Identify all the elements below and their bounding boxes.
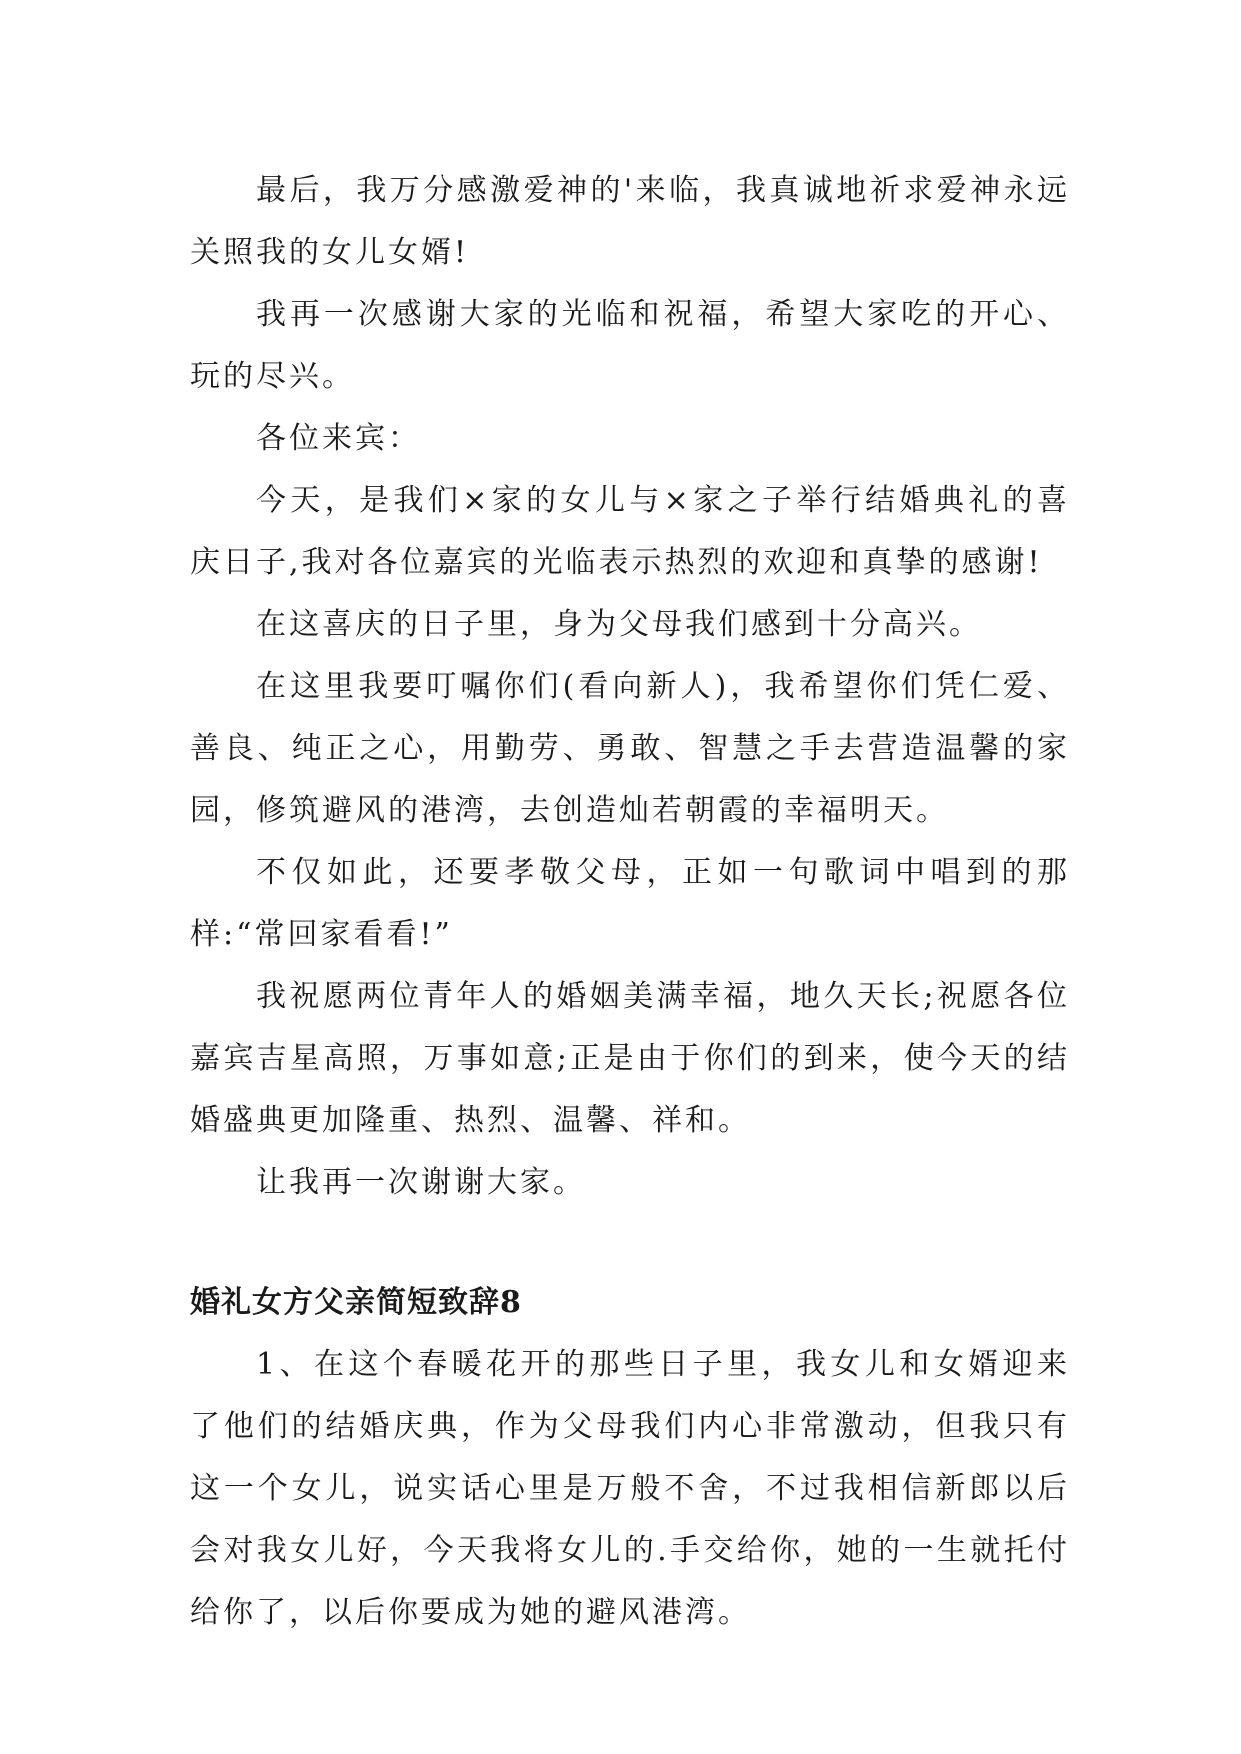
paragraph: 我再一次感谢大家的光临和祝福，希望大家吃的开心、玩的尽兴。 <box>190 297 1070 394</box>
document-page <box>190 160 1070 1644</box>
paragraph: 在这喜庆的日子里，身为父母我们感到十分高兴。 <box>256 607 982 642</box>
paragraph: 1、在这个春暖花开的那些日子里，我女儿和女婿迎来了他们的结婚庆典，作为父母我们内心非常激动，但我只有这一个女儿，说实话心里是万般不舍，不过我相信新郎以后会对我女儿好，今天我将女儿的.手交给你，她的一生就托付给你了，以后你要成为她的避风港湾。 <box>190 1347 1070 1630</box>
paragraph: 在这里我要叮嘱你们(看向新人)，我希望你们凭仁爱、善良、纯正之心，用勤劳、勇敢、智慧之手去营造温馨的家园，修筑避风的港湾，去创造灿若朝霞的幸福明天。 <box>190 669 1070 828</box>
paragraph: 我祝愿两位青年人的婚姻美满幸福，地久天长;祝愿各位嘉宾吉星高照，万事如意;正是由于你们的到来，使今天的结婚盛典更加隆重、热烈、温馨、祥和。 <box>190 979 1070 1138</box>
paragraph: 各位来宾： <box>256 421 421 456</box>
section-gap <box>190 1214 1070 1272</box>
paragraph: 最后，我万分感激爱神的'来临，我真诚地祈求爱神永远关照我的女儿女婿! <box>190 173 1070 270</box>
paragraph: 不仅如此，还要孝敬父母，正如一句歌词中唱到的那样:“常回家看看!” <box>190 855 1070 952</box>
paragraph: 今天，是我们×家的女儿与×家之子举行结婚典礼的喜庆日子,我对各位嘉宾的光临表示热烈的欢迎和真挚的感谢! <box>190 483 1070 580</box>
section-heading: 婚礼女方父亲简短致辞8 <box>190 1285 522 1320</box>
paragraph: 让我再一次谢谢大家。 <box>256 1165 586 1200</box>
